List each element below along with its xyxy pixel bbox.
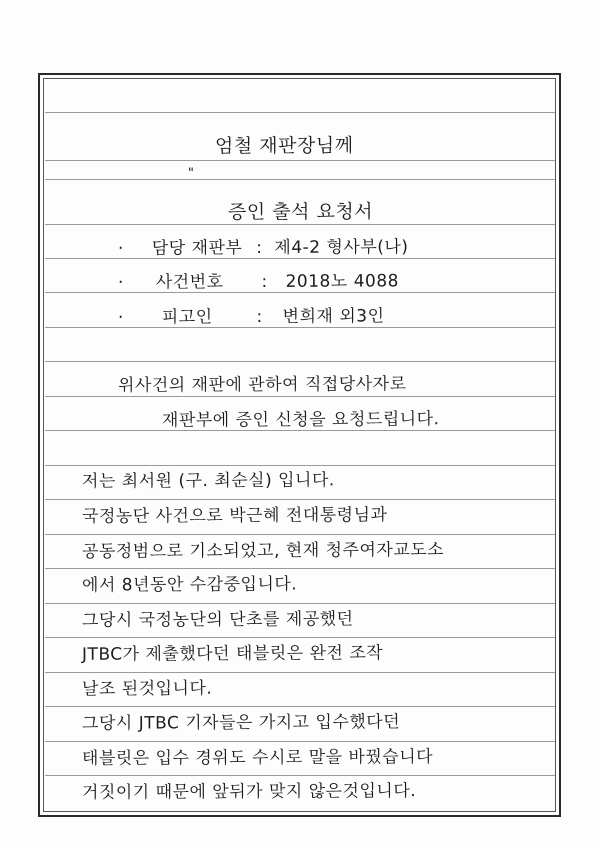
body-line: 저는 최서원 (구. 최순실) 입니다. [81,470,335,492]
body-line: 국정농단 사건으로 박근혜 전대통령님과 [81,505,388,527]
intro-line: 재판부에 증인 신청을 요청드립니다. [161,409,440,431]
ruled-line [45,160,555,161]
ruled-line [45,396,555,397]
document-title: 증인 출석 요청서 [227,200,374,224]
detail-defendant: · 피고인 : 변희재 외3인 [117,306,385,328]
body-line: 거짓이기 때문에 앞뒤가 맞지 않은것입니다. [81,781,417,803]
ruled-line [45,430,555,431]
ruled-line [45,568,555,569]
ruled-line [45,361,555,362]
ruled-line [45,112,555,113]
detail-division: · 담당 재판부 : 제4-2 형사부(나) [117,237,409,259]
quote-mark: " [187,165,195,182]
body-line: JTBC가 제출했다던 태블릿은 완전 조작 [81,643,384,665]
page-border-inner [43,78,556,812]
detail-case-number: · 사건번호 : 2018노 4088 [117,271,399,293]
body-line: 에서 8년동안 수감중입니다. [81,574,298,596]
body-line: 날조 된것입니다. [81,678,213,700]
body-line: 그당시 JTBC 기자들은 가지고 입수했다던 [81,712,401,734]
ruled-line [45,224,555,225]
salutation: 엄철 재판장님께 [214,134,354,158]
intro-line: 위사건의 재판에 관하여 직접당사자로 [117,374,407,396]
body-line: 공동정범으로 기소되었고, 현재 청주여자교도소 [81,540,445,562]
ruled-line [45,179,555,180]
body-line: 태블릿은 입수 경위도 수시로 말을 바꿨습니다 [81,747,434,769]
ruled-line [45,672,555,673]
body-line: 그당시 국정농단의 단초를 제공했던 [81,609,354,631]
